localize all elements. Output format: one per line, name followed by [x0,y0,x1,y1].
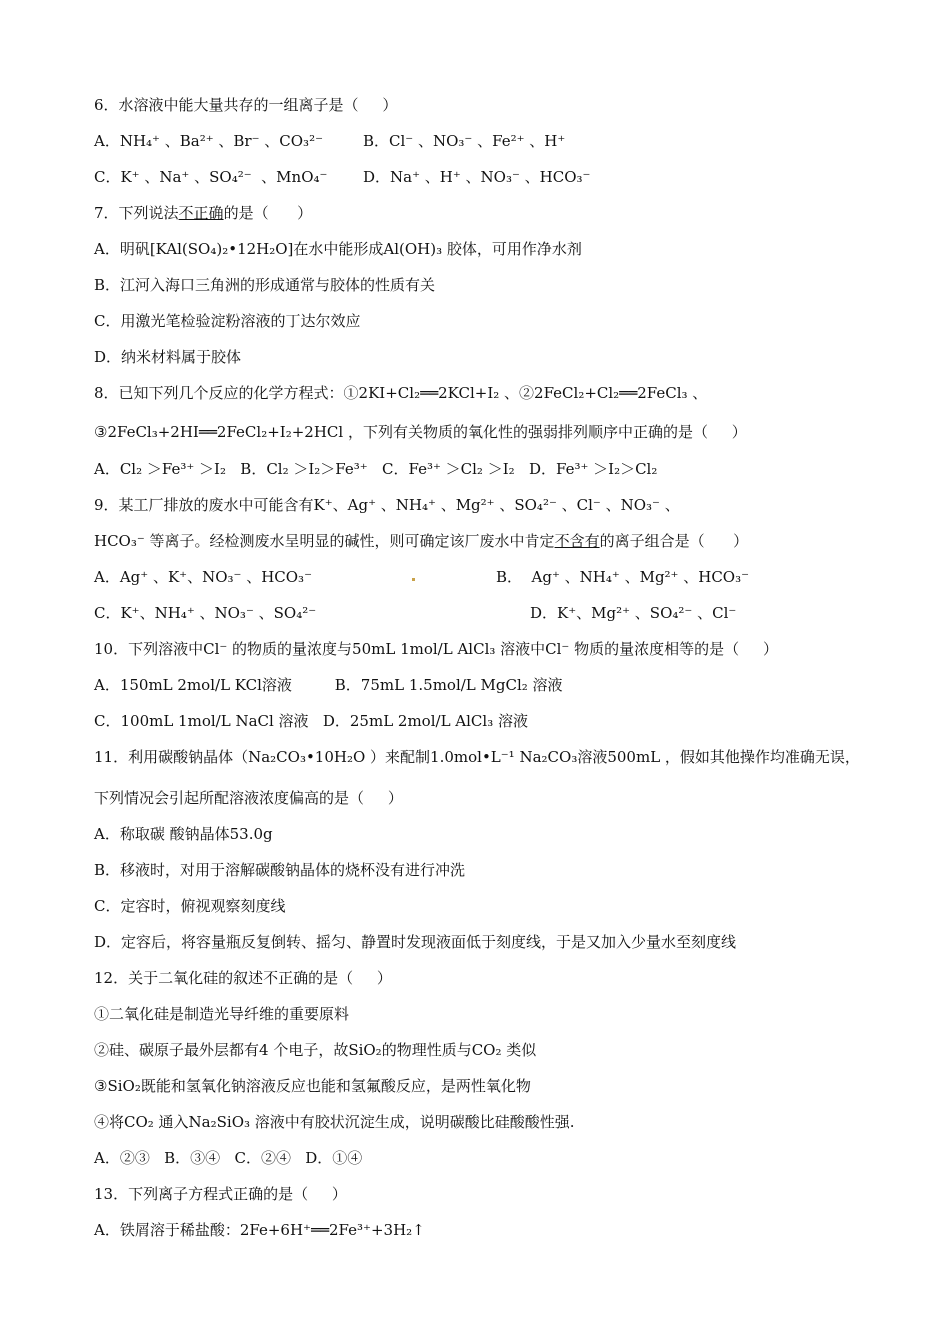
q6-stem: 6．水溶液中能大量共存的一组离子是（ ） [94,96,398,114]
q11-stem-line1: 11．利用碳酸钠晶体（Na₂CO₃•10H₂O ）来配制1.0mol•L⁻¹ Na₂CO₃溶液500mL ，假如其他操作均准确无误， [94,748,860,766]
q8-stem-line2: ③2FeCl₃+2HI══2FeCl₂+I₂+2HCl ，下列有关物质的氧化性的强弱排列顺序中正确的是（ ） [94,423,747,441]
q6-option-c: C．K⁺ 、Na⁺ 、SO₄²⁻ 、MnO₄⁻ [94,168,328,186]
q8-options: A．Cl₂ ＞Fe³⁺ ＞I₂ B．Cl₂ ＞I₂＞Fe³⁺ C．Fe³⁺ ＞Cl₂ ＞I₂ D．Fe³⁺ ＞I₂＞Cl₂ [94,460,658,478]
q9-stem-underlined: 不含有 [554,532,600,550]
q7-option-a: A．明矾[KAl(SO₄)₂•12H₂O]在水中能形成Al(OH)₃ 胶体，可用作净水剂 [94,240,582,258]
q12-statement-4: ④将CO₂ 通入Na₂SiO₃ 溶液中有胶状沉淀生成，说明碳酸比硅酸酸性强. [94,1113,575,1131]
q8-stem-line1: 8．已知下列几个反应的化学方程式：①2KI+Cl₂══2KCl+I₂ 、②2FeCl₂+Cl₂══2FeCl₃ 、 [94,384,708,402]
q12-options: A．②③ B．③④ C．②④ D．①④ [94,1149,363,1167]
q11-option-c: C．定容时，俯视观察刻度线 [94,897,286,915]
q12-statement-1: ①二氧化硅是制造光导纤维的重要原料 [94,1005,350,1023]
q11-option-d: D．定容后，将容量瓶反复倒转、摇匀、静置时发现液面低于刻度线，于是又加入少量水至刻度线 [94,933,737,951]
q7-option-d: D．纳米材料属于胶体 [94,348,242,366]
q11-option-b: B．移液时，对用于溶解碳酸钠晶体的烧杯没有进行冲洗 [94,861,466,879]
stray-dot [412,578,415,581]
q7-option-b: B．江河入海口三角洲的形成通常与胶体的性质有关 [94,276,436,294]
q6-option-b: B．Cl⁻ 、NO₃⁻ 、Fe²⁺ 、H⁺ [363,132,566,150]
q7-stem-part: 的是（ ） [223,204,313,222]
q12-stem: 12．关于二氧化硅的叙述不正确的是（ ） [94,969,392,987]
q12-statement-3: ③SiO₂既能和氢氧化钠溶液反应也能和氢氟酸反应，是两性氧化物 [94,1077,531,1095]
q9-option-b: B． Ag⁺ 、NH₄⁺ 、Mg²⁺ 、HCO₃⁻ [496,568,750,586]
q13-option-a: A．铁屑溶于稀盐酸：2Fe+6H⁺══2Fe³⁺+3H₂↑ [94,1221,425,1239]
q7-stem [94,202,312,224]
q9-stem-line2 [94,530,748,552]
q13-stem: 13．下列离子方程式正确的是（ ） [94,1185,347,1203]
q9-stem-part: 的离子组合是（ ） [599,532,749,550]
q9-option-a: A．Ag⁺ 、K⁺、NO₃⁻ 、HCO₃⁻ [94,568,312,586]
q6-option-d: D．Na⁺ 、H⁺ 、NO₃⁻ 、HCO₃⁻ [363,168,591,186]
q12-statement-2: ②硅、碳原子最外层都有4 个电子，故SiO₂的物理性质与CO₂ 类似 [94,1041,537,1059]
q10-options-ab: A．150mL 2mol/L KCl溶液 B．75mL 1.5mol/L MgCl₂ 溶液 [94,676,563,694]
q9-option-c: C．K⁺、NH₄⁺ 、NO₃⁻ 、SO₄²⁻ [94,604,317,622]
q7-stem-part: 7．下列说法 [94,204,179,222]
q9-option-d: D．K⁺、Mg²⁺ 、SO₄²⁻ 、Cl⁻ [530,604,737,622]
q11-stem-line2: 下列情况会引起所配溶液浓度偏高的是（ ） [94,789,403,807]
q10-stem: 10．下列溶液中Cl⁻ 的物质的量浓度与50mL 1mol/L AlCl₃ 溶液中Cl⁻ 物质的量浓度相等的是（ ） [94,640,778,658]
q7-option-c: C．用激光笔检验淀粉溶液的丁达尔效应 [94,312,361,330]
q7-stem-underlined: 不正确 [178,204,224,222]
q9-stem-part: HCO₃⁻ 等离子。经检测废水呈明显的碱性，则可确定该厂废水中肯定 [94,532,555,550]
q11-option-a: A．称取碳 酸钠晶体53.0g [94,825,273,843]
q6-option-a: A．NH₄⁺ 、Ba²⁺ 、Br⁻ 、CO₃²⁻ [94,132,323,150]
q9-stem-line1: 9．某工厂排放的废水中可能含有K⁺、Ag⁺ 、NH₄⁺ 、Mg²⁺ 、SO₄²⁻ 、Cl⁻ 、NO₃⁻ 、 [94,496,680,514]
q10-options-cd: C．100mL 1mol/L NaCl 溶液 D．25mL 2mol/L AlCl₃ 溶液 [94,712,528,730]
